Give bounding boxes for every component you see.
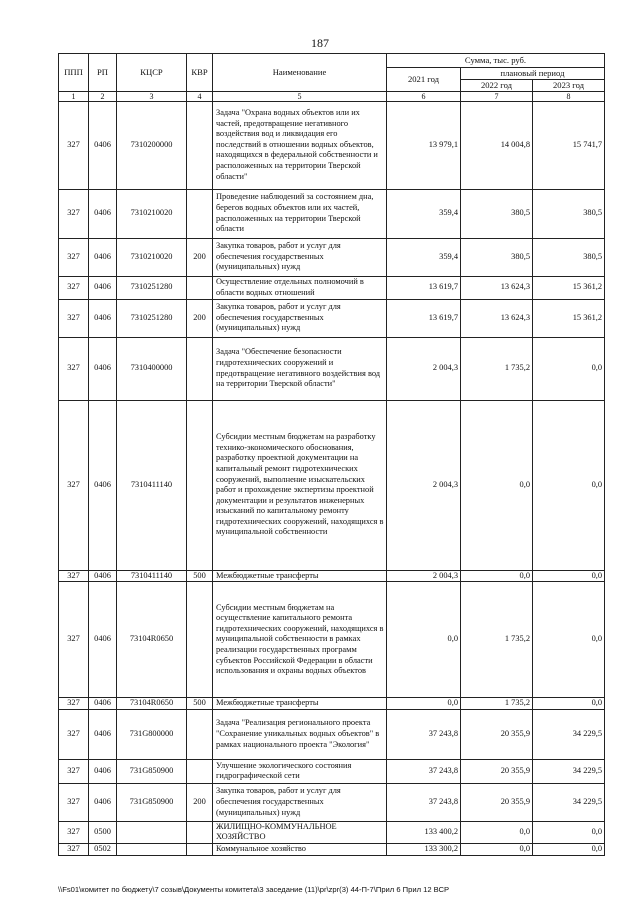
cell-kvr: [187, 337, 213, 400]
cell-2021: 2 004,3: [387, 337, 461, 400]
cell-kvr: 200: [187, 238, 213, 276]
cell-kvr: [187, 843, 213, 855]
cell-rp: 0406: [89, 400, 117, 570]
cell-ppp: 327: [59, 299, 89, 337]
cell-ppp: 327: [59, 238, 89, 276]
table-header: [59, 54, 605, 102]
cell-ppp: 327: [59, 189, 89, 238]
cell-kcsr: 731G850900: [117, 783, 187, 821]
cell-kcsr: 7310400000: [117, 337, 187, 400]
cell-2022: 1 735,2: [461, 582, 533, 698]
cell-rp: 0406: [89, 709, 117, 759]
cell-ppp: 327: [59, 709, 89, 759]
footer-file-path: \\Fs01\комитет по бюджету\7 созыв\Документы комитета\3 заседание (11)\pr\zpr(3) 44-П-7\Прил 6 Прил 12 ВСР: [58, 885, 450, 894]
table-row: [59, 783, 605, 821]
budget-table: [58, 53, 605, 856]
cell-rp: 0406: [89, 783, 117, 821]
cell-kcsr: 73104R0650: [117, 582, 187, 698]
cell-2021: 37 243,8: [387, 783, 461, 821]
cell-kcsr: 7310251280: [117, 299, 187, 337]
header-rp: РП: [89, 54, 117, 92]
cell-ppp: 327: [59, 582, 89, 698]
cell-kvr: 200: [187, 299, 213, 337]
cell-2023: 380,5: [533, 189, 605, 238]
cell-name: Межбюджетные трансферты: [213, 570, 387, 582]
cell-2021: 133 400,2: [387, 821, 461, 843]
cell-2021: 0,0: [387, 698, 461, 710]
cell-kvr: [187, 189, 213, 238]
table-row: [59, 698, 605, 710]
cell-2022: 0,0: [461, 400, 533, 570]
cell-kvr: [187, 582, 213, 698]
cell-rp: 0406: [89, 582, 117, 698]
header-kcsr: КЦСР: [117, 54, 187, 92]
cell-2022: 14 004,8: [461, 101, 533, 189]
cell-kvr: [187, 709, 213, 759]
cell-name: Задача "Обеспечение безопасности гидротехнических сооружений и предотвращение негативного воздействия вод на территории Тверской области": [213, 337, 387, 400]
cell-2023: 15 361,2: [533, 276, 605, 299]
cell-name: Закупка товаров, работ и услуг для обеспечения государственных (муниципальных) нужд: [213, 783, 387, 821]
cell-2022: 13 624,3: [461, 276, 533, 299]
cell-2021: 359,4: [387, 238, 461, 276]
table-row: [59, 821, 605, 843]
table-body: [59, 101, 605, 855]
table-row: [59, 238, 605, 276]
cell-2023: 0,0: [533, 337, 605, 400]
header-plan-period: плановый период: [461, 68, 605, 80]
header-sum: Сумма, тыс. руб.: [387, 54, 605, 68]
column-number: 4: [187, 91, 213, 101]
cell-2023: 0,0: [533, 843, 605, 855]
header-kvr: КВР: [187, 54, 213, 92]
column-number: 8: [533, 91, 605, 101]
cell-2022: 20 355,9: [461, 783, 533, 821]
cell-kcsr: 731G800000: [117, 709, 187, 759]
cell-name: Субсидии местным бюджетам на осуществление капитального ремонта гидротехнических сооружений, находящихся в муниципальной собственности в рамках реализации государственных программ субъектов Российской Федерации в области использования и охраны водных объектов: [213, 582, 387, 698]
table-row: [59, 570, 605, 582]
column-number: 5: [213, 91, 387, 101]
cell-2022: 0,0: [461, 570, 533, 582]
cell-2023: 34 229,5: [533, 759, 605, 783]
cell-rp: 0406: [89, 101, 117, 189]
cell-kcsr: 7310411140: [117, 400, 187, 570]
cell-name: Закупка товаров, работ и услуг для обеспечения государственных (муниципальных) нужд: [213, 299, 387, 337]
table-row: [59, 101, 605, 189]
cell-ppp: 327: [59, 337, 89, 400]
cell-name: Закупка товаров, работ и услуг для обеспечения государственных (муниципальных) нужд: [213, 238, 387, 276]
cell-2023: 34 229,5: [533, 783, 605, 821]
cell-kvr: 500: [187, 698, 213, 710]
cell-kcsr: [117, 843, 187, 855]
cell-name: Осуществление отдельных полномочий в области водных отношений: [213, 276, 387, 299]
cell-ppp: 327: [59, 276, 89, 299]
cell-2023: 0,0: [533, 698, 605, 710]
column-number: 7: [461, 91, 533, 101]
table-row: [59, 299, 605, 337]
cell-rp: 0406: [89, 337, 117, 400]
cell-kvr: [187, 821, 213, 843]
cell-2021: 0,0: [387, 582, 461, 698]
cell-rp: 0406: [89, 570, 117, 582]
table-row: [59, 759, 605, 783]
cell-2023: 0,0: [533, 400, 605, 570]
column-number-row: [59, 91, 605, 101]
cell-kcsr: 731G850900: [117, 759, 187, 783]
column-number: 6: [387, 91, 461, 101]
table-row: [59, 582, 605, 698]
cell-ppp: 327: [59, 698, 89, 710]
column-number: 2: [89, 91, 117, 101]
header-2022: 2022 год: [461, 80, 533, 92]
cell-2021: 37 243,8: [387, 759, 461, 783]
cell-name: Проведение наблюдений за состоянием дна, берегов водных объектов или их частей, расположенных на территории Тверской области: [213, 189, 387, 238]
cell-kcsr: 7310251280: [117, 276, 187, 299]
table-row: [59, 843, 605, 855]
cell-2021: 2 004,3: [387, 570, 461, 582]
cell-2021: 37 243,8: [387, 709, 461, 759]
cell-name: Коммунальное хозяйство: [213, 843, 387, 855]
cell-name: ЖИЛИЩНО-КОММУНАЛЬНОЕ ХОЗЯЙСТВО: [213, 821, 387, 843]
cell-ppp: 327: [59, 821, 89, 843]
table-row: [59, 276, 605, 299]
cell-name: Субсидии местным бюджетам на разработку технико-экономического обоснования, разработку проектной документации на капитальный ремонт гидротехнических сооружений, выполнение изыскательских работ и прохождение экспертизы проектной документации и результатов инженерных изысканий по капитальному ремонту гидротехнических сооружений, находящихся в муниципальной собственности: [213, 400, 387, 570]
cell-ppp: 327: [59, 101, 89, 189]
cell-2023: 380,5: [533, 238, 605, 276]
table-row: [59, 400, 605, 570]
cell-kcsr: 7310200000: [117, 101, 187, 189]
cell-ppp: 327: [59, 759, 89, 783]
cell-2022: 380,5: [461, 238, 533, 276]
table-row: [59, 709, 605, 759]
cell-kvr: [187, 276, 213, 299]
cell-2022: 0,0: [461, 843, 533, 855]
cell-2023: 0,0: [533, 821, 605, 843]
cell-2023: 15 741,7: [533, 101, 605, 189]
cell-ppp: 327: [59, 843, 89, 855]
cell-2022: 1 735,2: [461, 698, 533, 710]
cell-2023: 34 229,5: [533, 709, 605, 759]
header-ppp: ППП: [59, 54, 89, 92]
cell-2022: 20 355,9: [461, 759, 533, 783]
column-number: 1: [59, 91, 89, 101]
cell-2022: 380,5: [461, 189, 533, 238]
cell-kcsr: 73104R0650: [117, 698, 187, 710]
table-row: [59, 189, 605, 238]
cell-rp: 0500: [89, 821, 117, 843]
cell-rp: 0406: [89, 238, 117, 276]
cell-2023: 15 361,2: [533, 299, 605, 337]
cell-kvr: 500: [187, 570, 213, 582]
cell-2021: 13 619,7: [387, 276, 461, 299]
cell-kcsr: [117, 821, 187, 843]
cell-2022: 0,0: [461, 821, 533, 843]
cell-kvr: 200: [187, 783, 213, 821]
cell-name: Межбюджетные трансферты: [213, 698, 387, 710]
cell-rp: 0406: [89, 299, 117, 337]
cell-name: Улучшение экологического состояния гидрографической сети: [213, 759, 387, 783]
cell-rp: 0406: [89, 276, 117, 299]
cell-ppp: 327: [59, 783, 89, 821]
cell-rp: 0406: [89, 759, 117, 783]
header-2023: 2023 год: [533, 80, 605, 92]
cell-name: Задача "Охрана водных объектов или их частей, предотвращение негативного воздействия вод и ликвидация его последствий в отношении водных объектов, находящихся в федеральной собственности и расположенных на территории Тверской области": [213, 101, 387, 189]
cell-2021: 2 004,3: [387, 400, 461, 570]
cell-2022: 1 735,2: [461, 337, 533, 400]
cell-kcsr: 7310411140: [117, 570, 187, 582]
cell-2022: 20 355,9: [461, 709, 533, 759]
cell-ppp: 327: [59, 570, 89, 582]
cell-2023: 0,0: [533, 582, 605, 698]
cell-2021: 133 300,2: [387, 843, 461, 855]
cell-kcsr: 7310210020: [117, 238, 187, 276]
cell-kvr: [187, 759, 213, 783]
cell-2022: 13 624,3: [461, 299, 533, 337]
cell-name: Задача "Реализация регионального проекта "Сохранение уникальных водных объектов" в рамках национального проекта "Экология": [213, 709, 387, 759]
cell-kvr: [187, 101, 213, 189]
cell-rp: 0502: [89, 843, 117, 855]
header-name: Наименование: [213, 54, 387, 92]
cell-2021: 359,4: [387, 189, 461, 238]
cell-kvr: [187, 400, 213, 570]
cell-ppp: 327: [59, 400, 89, 570]
header-2021: 2021 год: [387, 68, 461, 92]
cell-rp: 0406: [89, 189, 117, 238]
cell-2021: 13 979,1: [387, 101, 461, 189]
cell-2021: 13 619,7: [387, 299, 461, 337]
cell-kcsr: 7310210020: [117, 189, 187, 238]
table-row: [59, 337, 605, 400]
cell-rp: 0406: [89, 698, 117, 710]
column-number: 3: [117, 91, 187, 101]
cell-2023: 0,0: [533, 570, 605, 582]
page-number: 187: [311, 36, 329, 50]
